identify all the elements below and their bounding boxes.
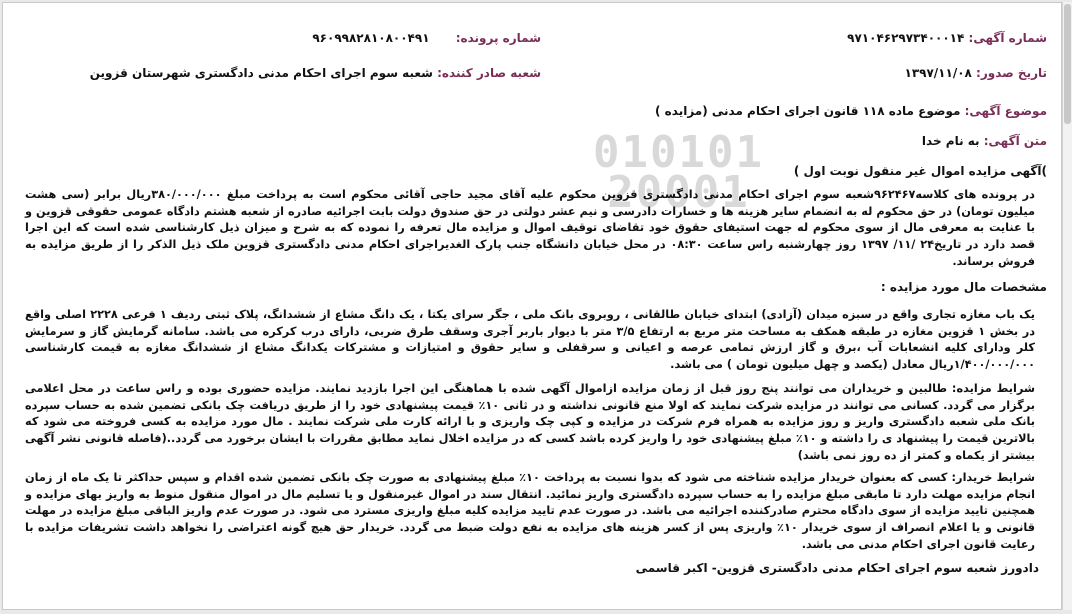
paragraph-buyer-conditions: شرایط خریدار: کسی که بعنوان خریدار مزایده شناخته می شود که بدوا نسبت به پرداخت ۱۰٪ مبلغ پیشنهادی به صورت چک بانکی تضمین شده اقدام و سپس حداکثر تا یک ماه از زمان انجام مزایده مهلت دارد تا مابقی مبلغ مزایده را به حساب سپرده دادگستری واریز نمائید. انتقال سند در اموال غیرمنقول و یا تسلیم مال در اموال منقول منوط به واریز بهای مزایده و همچنین تایید مزایده از سوی دادگاه محترم صادرکننده اجرائیه می باشد. در صورت عدم تایید مزایده کلیه مبلغ واریزی مسترد می شود. در صورت عدم واریز الباقی مبلغ مزایده در مهلت قانونی و یا اعلام انصراف از سوی خریدار ۱۰٪ واریزی پس از کسر هزینه های مزایده به نفع دولت ضبط می گردد. خریدار حق هیچ گونه اعتراضی را نخواهد داشت تشریفات مزایده با رعایت قانون اجرای احکام مدنی می باشد. [25, 471, 1035, 551]
issuing-branch-value: شعبه سوم اجرای احکام مدنی دادگستری شهرستان قزوین [89, 66, 433, 80]
ad-number [847, 30, 1047, 46]
issue-date-value: ۱۳۹۷/۱۱/۰۸ [904, 66, 972, 80]
ad-text-label: متن آگهی: [983, 134, 1047, 148]
ad-subject-label: موضوع آگهی: [964, 104, 1047, 118]
case-number [312, 30, 541, 46]
signature: دادورز شعبه سوم اجرای احکام مدنی دادگستری قزوین- اکبر قاسمی [635, 561, 1039, 575]
ad-number-value: ۹۷۱۰۴۶۲۹۷۳۴۰۰۰۱۴ [847, 31, 965, 45]
issue-date [905, 65, 1048, 81]
ad-subject [655, 103, 1047, 119]
notice-panel [2, 2, 1062, 610]
case-number-value: ۹۶۰۹۹۸۲۸۱۰۸۰۰۴۹۱ [312, 31, 430, 45]
watermark-line-1: 010101 [593, 127, 764, 178]
ad-number-label: شماره آگهی: [968, 31, 1047, 45]
scrollbar-thumb[interactable] [1064, 4, 1071, 124]
issuing-branch [90, 65, 541, 81]
specs-heading: مشخصات مال مورد مزایده : [880, 280, 1047, 294]
issuing-branch-label: شعبه صادر کننده: [437, 66, 541, 80]
paragraph-property-specs: یک باب مغازه تجاری واقع در سبزه میدان (آزادی) ابتدای خیابان طالقانی ، روبروی بانک ملی ، جگر سرای یکتا ، یک دانگ مشاع از ششدانگ، پلاک ثبتی ردیف ۱ فرعی ۲۲۲۸ اصلی واقع در بخش ۱ قزوین مغازه در طبقه همکف به مساحت متر مربع به ارتفاع ۳/۵ متر با دیوار باربر آجری وسقف طرق ضربی، دارای درب کرکره می باشد. سامانه گرمایش گاز و سرمایش کلر ودارای کلیه انشعابات آب ،برق و گاز ارزش تمامی عرصه و اعیانی و سرقفلی و سایر حقوق و امتیازات و مشترکات یکدانگ مشاع از ششدانگ مغازه به قیمت کارشناسی ۱/۴۰۰/۰۰۰/۰۰۰ریال معادل (یکصد و چهل میلیون تومان ) می باشد. [25, 308, 1035, 372]
announcement-title: )آگهی مزایده اموال غیر منقول نوبت اول ) [793, 164, 1047, 178]
ad-text [922, 133, 1047, 149]
paragraph-case-details: در پرونده های کلاسه۹۶۲۴۶۷شعبه سوم اجرای احکام مدنی دادگستری قزوین محکوم علیه آقای مجید حاجی آقائی محکوم است به پرداخت مبلغ ۳۸۰/۰۰۰/۰۰۰ریال برابر (سی هشت میلیون تومان) در حق محکوم له به انضمام سایر هزینه ها و خسارات دادرسی و نیم عشر دولتی در حق صندوق دولت بابت اجرائیه صادره از شعبه هشتم دادگاه عمومی حقوقی قزوین و با عنایت به معرفی مال از سوی محکوم له جهت استیفای حقوق خود تقاضای توقیف اموال و مزایده مال تعرفه را نموده که به شرح و میزان ذیل کارشناسی شده است که این اجرا قصد دارد در تاریخ۲۴ /۱۱/ ۱۳۹۷ روز چهارشنبه راس ساعت ۰۸:۳۰ در محل خیابان دانشگاه جنب پارک الغدیراجرای احکام مدنی دادگستری قزوین ملک ذیل الذکر را از طریق مزایده به فروش برساند. [25, 188, 1035, 268]
vertical-scrollbar[interactable] [1062, 2, 1072, 610]
ad-subject-value: موضوع ماده ۱۱۸ قانون اجرای احکام مدنی (مزایده ) [655, 104, 961, 118]
ad-text-value: به نام خدا [921, 134, 980, 148]
issue-date-label: تاریخ صدور: [976, 66, 1047, 80]
watermark-line-2: 20001 [607, 167, 750, 218]
case-number-label: شماره پرونده: [455, 31, 541, 45]
paragraph-auction-conditions: شرایط مزایده: طالبین و خریداران می توانند پنج روز قبل از زمان مزایده ازاموال آگهی شده با هماهنگی این اجرا بازدید نمایند. مزایده حضوری بوده و راس ساعت در محل اعلامی برگزار می گردد. کسانی می توانند در مزایده شرکت نمایند که اولا منع قانونی نداشته و در ثانی ۱۰٪ قیمت پیشنهادی خود را از طریق دریافت چک بانکی تضمین شده به حساب سپرده بانک ملی شعبه دادگستری واریز و روز مزایده به همراه فرم شرکت در مزایده و کپی چک واریزی و با ارائه کارت ملی شرکت نمایند . مال مورد مزایده به کسی فروخته می شود که بالاترین قیمت را پیشنهاد ی را داشته و ۱۰٪ مبلغ پیشنهادی خود را واریز کرده باشد کسی که در مزایده اخلال نماید مطابق مقررات با ایشان برخورد می گردد..(فاصله قانونی نشر آگهی بیشتر از یکماه و کمتر از ده روز نمی باشد) [25, 382, 1035, 462]
